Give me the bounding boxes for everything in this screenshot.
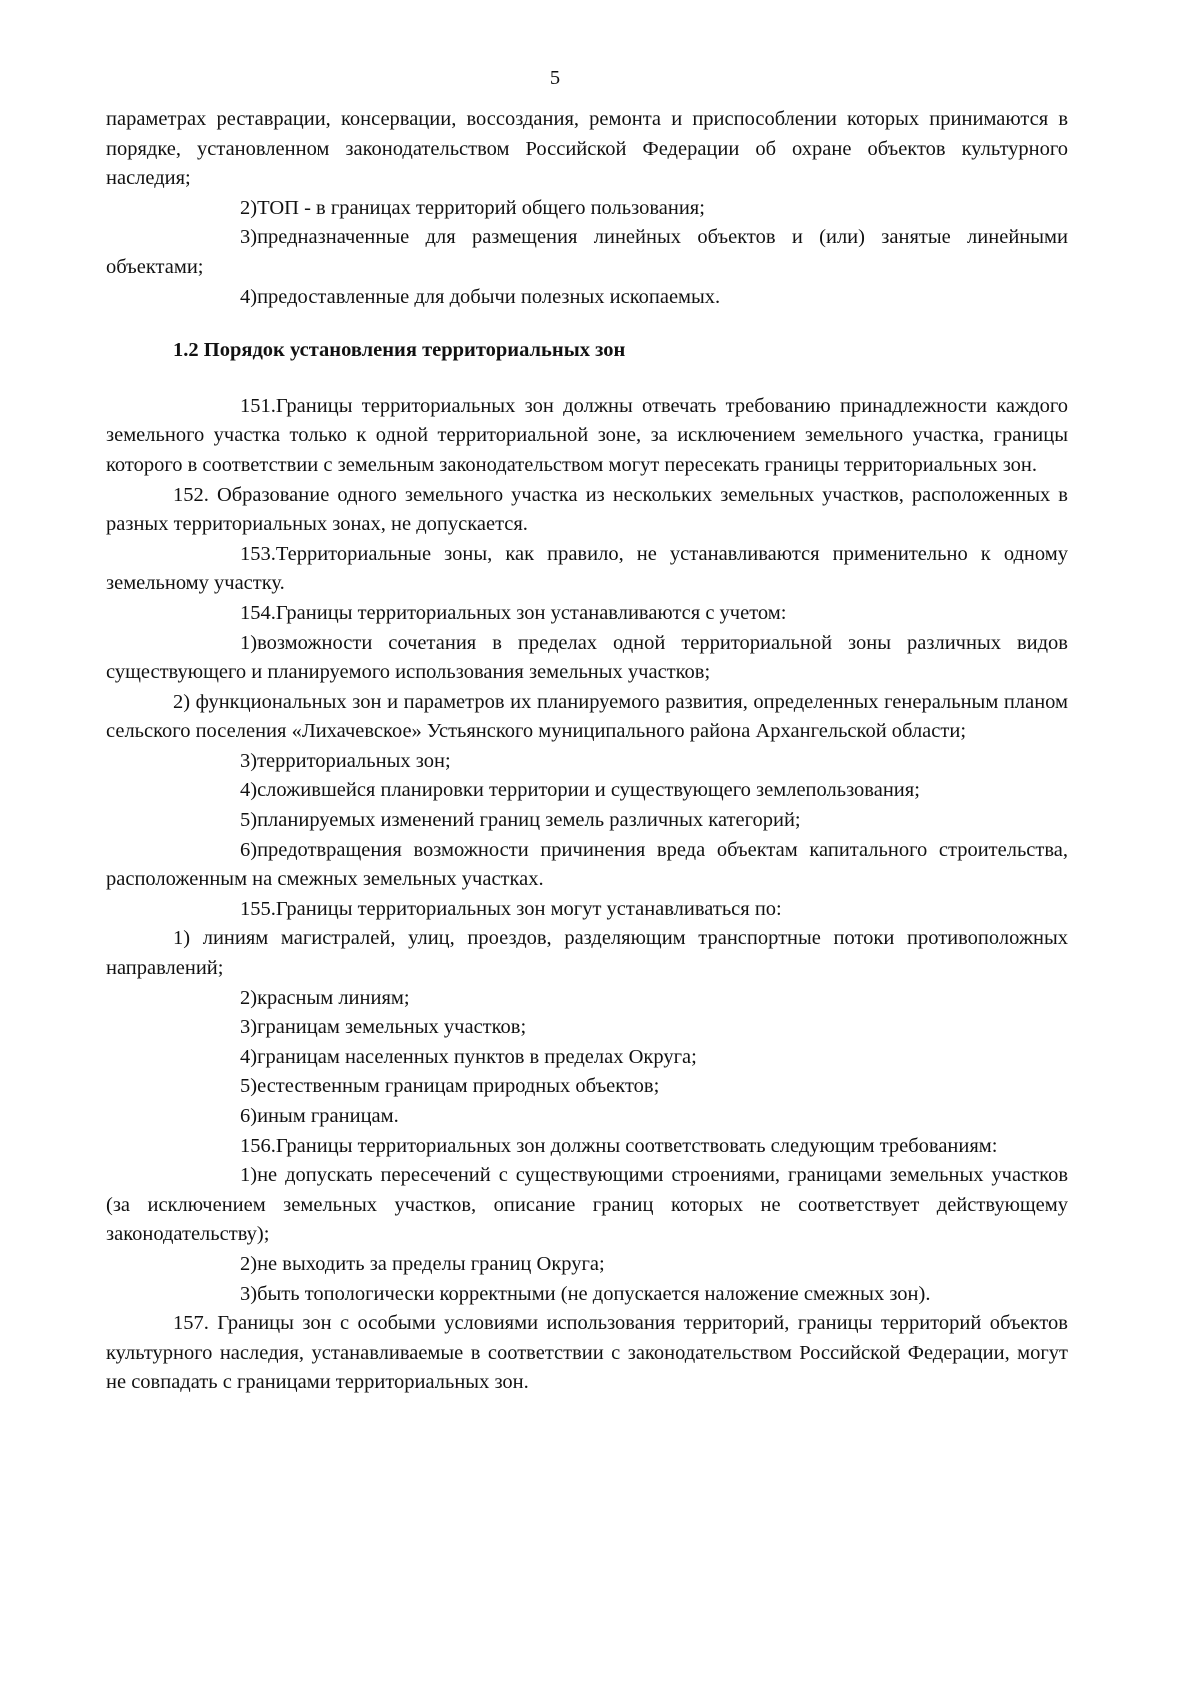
paragraph-number: 3) (240, 1282, 258, 1305)
paragraph-number: 154. (240, 601, 276, 624)
paragraph-text: 157. Границы зон с особыми условиями использования территорий, границы территорий объектов культурного наследия, устанавливаемые в соответствии с законодательством Российской Федерации, могут не совпадать с границами территориальных зон. (106, 1312, 1068, 1394)
paragraph-number: 4) (240, 1045, 258, 1068)
paragraph-number: 3) (240, 749, 258, 772)
paragraph (106, 1309, 1068, 1398)
paragraph (106, 194, 1068, 224)
section-heading: 1.2 Порядок установления территориальных зон (173, 339, 626, 362)
paragraph-text: ТОП - в границах территорий общего пользования; (257, 196, 705, 219)
paragraph (106, 392, 1068, 481)
paragraph-text: территориальных зон; (257, 749, 451, 772)
paragraph-text: Границы территориальных зон должны отвечать требованию принадлежности каждого земельного участка только к одной территориальной зоне, за исключением земельного участка, границы которого в соответствии с земельным законодательством могут пересекать границы территориальных зон. (106, 394, 1068, 476)
paragraph (106, 1161, 1068, 1250)
paragraph-number: 1) (240, 1164, 258, 1187)
paragraph (106, 747, 1068, 777)
paragraph (106, 629, 1068, 688)
paragraph-number: 5) (240, 809, 258, 832)
document-body (106, 105, 1068, 1398)
paragraphs-top (106, 105, 1068, 312)
paragraph (106, 688, 1068, 747)
paragraph-text: 1) линиям магистралей, улиц, проездов, разделяющим транспортные потоки противоположных направлений; (106, 927, 1068, 980)
paragraph-number: 4) (240, 285, 258, 308)
paragraph (106, 1102, 1068, 1132)
paragraph (106, 481, 1068, 540)
paragraph (106, 895, 1068, 925)
paragraph-number: 2) (240, 986, 258, 1009)
paragraph (106, 1013, 1068, 1043)
paragraph-number: 4) (240, 779, 258, 802)
paragraph-text: Границы территориальных зон могут устанавливаться по: (275, 897, 782, 920)
paragraph (106, 984, 1068, 1014)
paragraph (106, 540, 1068, 599)
paragraph-text: быть топологически корректными (не допускается наложение смежных зон). (257, 1282, 931, 1305)
paragraph-text: границам населенных пунктов в пределах Округа; (257, 1045, 697, 1068)
paragraphs-main (106, 392, 1068, 1398)
paragraph-text: иным границам. (257, 1105, 399, 1127)
paragraph (106, 1280, 1068, 1310)
paragraph-number: 5) (240, 1075, 258, 1098)
paragraph-number: 6) (240, 1105, 258, 1127)
paragraph-number: 156. (240, 1134, 276, 1157)
paragraph-text: Границы территориальных зон устанавливаются с учетом: (275, 601, 787, 624)
paragraph (106, 283, 1068, 313)
paragraph (106, 806, 1068, 836)
paragraph-text: возможности сочетания в пределах одной территориальной зоны различных видов существующего и планируемого использования земельных участков; (106, 631, 1068, 684)
page-number: 5 (549, 67, 561, 89)
paragraph-text: предоставленные для добычи полезных ископаемых. (257, 285, 721, 308)
paragraph-number: 1) (240, 631, 258, 654)
paragraph-number: 155. (240, 897, 276, 920)
paragraph (106, 836, 1068, 895)
paragraph-number: 153. (240, 542, 276, 565)
paragraph-number: 151. (240, 394, 276, 417)
paragraph (106, 924, 1068, 983)
paragraph-text: границам земельных участков; (257, 1016, 527, 1039)
paragraph-number: 2) (240, 196, 258, 219)
paragraph-text: 152. Образование одного земельного участка из нескольких земельных участков, расположенных в разных территориальных зонах, не допускается. (106, 483, 1068, 536)
paragraph-text: красным линиям; (257, 986, 410, 1009)
paragraph-number: 3) (240, 1016, 258, 1039)
paragraph (106, 1132, 1068, 1162)
paragraph-text: сложившейся планировки территории и существующего землепользования; (257, 779, 920, 802)
paragraph-text: Территориальные зоны, как правило, не устанавливаются применительно к одному земельному участку. (106, 542, 1068, 595)
paragraph (106, 223, 1068, 282)
paragraph-number: 3) (240, 226, 258, 249)
paragraph (106, 1043, 1068, 1073)
paragraph-text: Границы территориальных зон должны соответствовать следующим требованиям: (275, 1134, 998, 1157)
paragraph (106, 105, 1068, 194)
paragraph-text: естественным границам природных объектов; (257, 1075, 660, 1098)
paragraph-text: не выходить за пределы границ Округа; (257, 1252, 605, 1275)
paragraph-text: планируемых изменений границ земель различных категорий; (257, 809, 801, 832)
paragraph-text: предотвращения возможности причинения вреда объектам капитального строительства, расположенным на смежных земельных участках. (106, 838, 1068, 891)
paragraph (106, 599, 1068, 629)
paragraph-text: 2) функциональных зон и параметров их планируемого развития, определенных генеральным планом сельского поселения «Лихачевское» Устьянского муниципального района Архангельской области; (106, 690, 1068, 743)
paragraph (106, 776, 1068, 806)
paragraph-text: параметрах реставрации, консервации, воссоздания, ремонта и приспособлении которых принимаются в порядке, установленном законодательством Российской Федерации об охране объектов культурного наследия; (106, 108, 1068, 190)
paragraph-number: 6) (240, 838, 258, 861)
paragraph-number: 2) (240, 1252, 258, 1275)
paragraph-text: предназначенные для размещения линейных объектов и (или) занятые линейными объектами; (106, 226, 1068, 278)
paragraph (106, 1250, 1068, 1280)
paragraph-text: не допускать пересечений с существующими строениями, границами земельных участков (за исключением земельных участков, описание границ которых не соответствует действующему законодательству); (106, 1164, 1068, 1246)
paragraph (106, 1072, 1068, 1102)
